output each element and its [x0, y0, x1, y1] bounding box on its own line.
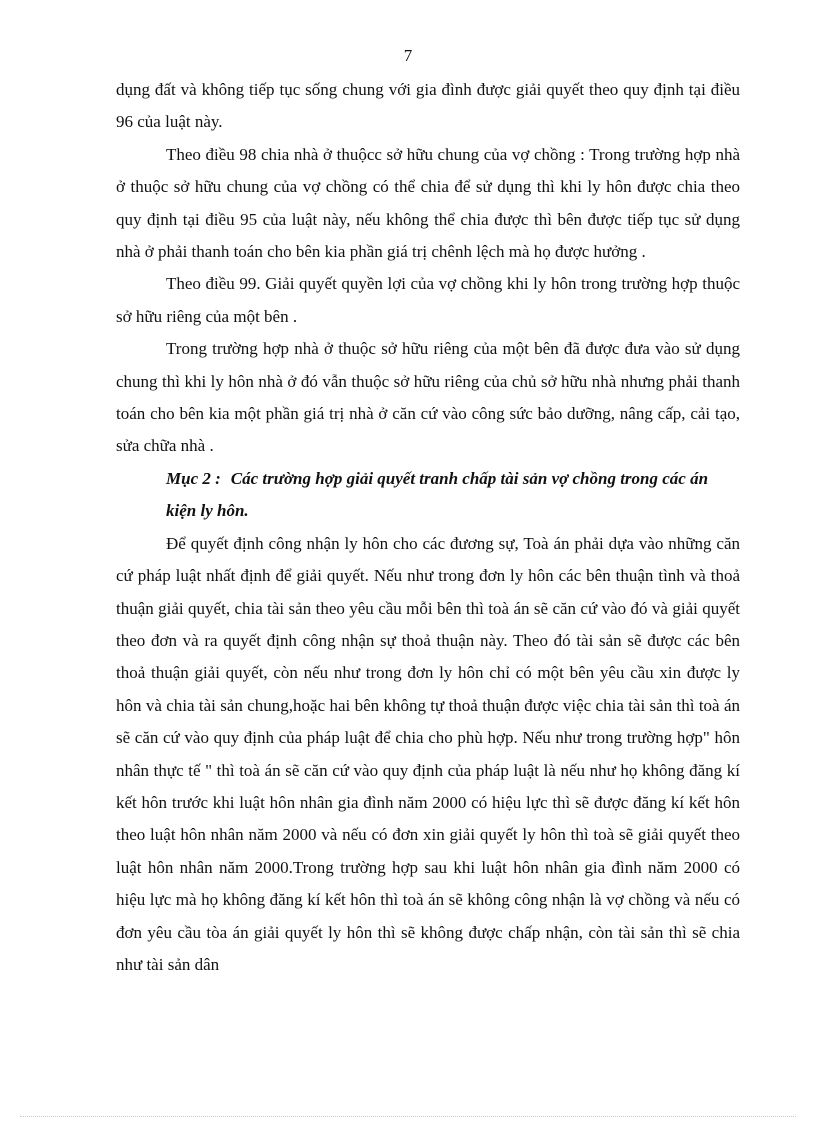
- paragraph-section-body: Để quyết định công nhận ly hôn cho các đương sự, Toà án phải dựa vào những căn cứ pháp luật nhất định để giải quyết. Nếu như trong đơn ly hôn các bên thuận tình và thoả thuận giải quyết, chia tài sản theo yêu cầu mỗi bên thì toà án sẽ căn cứ vào đó và giải quyết theo đơn và ra quyết định công nhận sự thoả thuận này. Theo đó tài sản sẽ được các bên thoả thuận giải quyết, còn nếu như trong đơn ly hôn chỉ có một bên yêu cầu xin được ly hôn và chia tài sản chung,hoặc hai bên không tự thoả thuận được việc chia tài sản thì toà án sẽ căn cứ vào quy định của pháp luật để chia cho phù hợp. Nếu như trong trường hợp" hôn nhân thực tế " thì toà án sẽ căn cứ vào quy định của pháp luật là nếu như họ không đăng kí kết hôn trước khi luật hôn nhân gia đình năm 2000 có hiệu lực thì sẽ được đăng kí kết hôn theo luật hôn nhân năm 2000 và nếu có đơn xin giải quyết ly hôn thì toà sẽ giải quyết theo luật hôn nhân năm 2000.Trong trường hợp sau khi luật hôn nhân gia đình năm 2000 có hiệu lực mà họ không đăng kí kết hôn thì toà án sẽ không công nhận là vợ chồng và nếu có đơn yêu cầu tòa án giải quyết ly hôn thì sẽ không được chấp nhận, còn tài sản thì sẽ chia như tài sản dân: [116, 533, 740, 974]
- section-heading: [116, 463, 740, 528]
- page-number: 7: [403, 46, 413, 65]
- paragraph-private-ownership: Trong trường hợp nhà ở thuộc sở hữu riêng của một bên đã được đưa vào sử dụng chung thì khi ly hôn nhà ở đó vẫn thuộc sở hữu riêng của chủ sở hữu nhà nhưng phải thanh toán cho bên kia một phần giá trị nhà ở căn cứ vào công sức bảo dưỡng, nâng cấp, cải tạo, sửa chữa nhà .: [116, 339, 740, 456]
- body-text: [116, 74, 740, 981]
- page-bottom-divider: [20, 1116, 796, 1117]
- paragraph-continued: dụng đất và không tiếp tục sống chung với gia đình được giải quyết theo quy định tại điều 96 của luật này.: [116, 80, 740, 132]
- paragraph-article-99: Theo điều 99. Giải quyết quyền lợi của vợ chồng khi ly hôn trong trường hợp thuộc sở hữu riêng của một bên .: [116, 274, 740, 326]
- paragraph-article-98: Theo điều 98 chia nhà ở thuộcc sở hữu chung của vợ chồng : Trong trường hợp nhà ở thuộc sở hữu chung của vợ chồng có thể chia để sử dụng thì khi ly hôn được chia theo quy định tại điều 95 của luật này, nếu không thể chia được thì bên được tiếp tục sử dụng nhà ở phải thanh toán cho bên kia phần giá trị chênh lệch mà họ được hưởng .: [116, 144, 740, 262]
- section-label: Mục 2 :: [166, 468, 221, 488]
- section-title: Các trường hợp giải quyết tranh chấp tài sản vợ chồng trong các án kiện ly hôn.: [166, 468, 709, 521]
